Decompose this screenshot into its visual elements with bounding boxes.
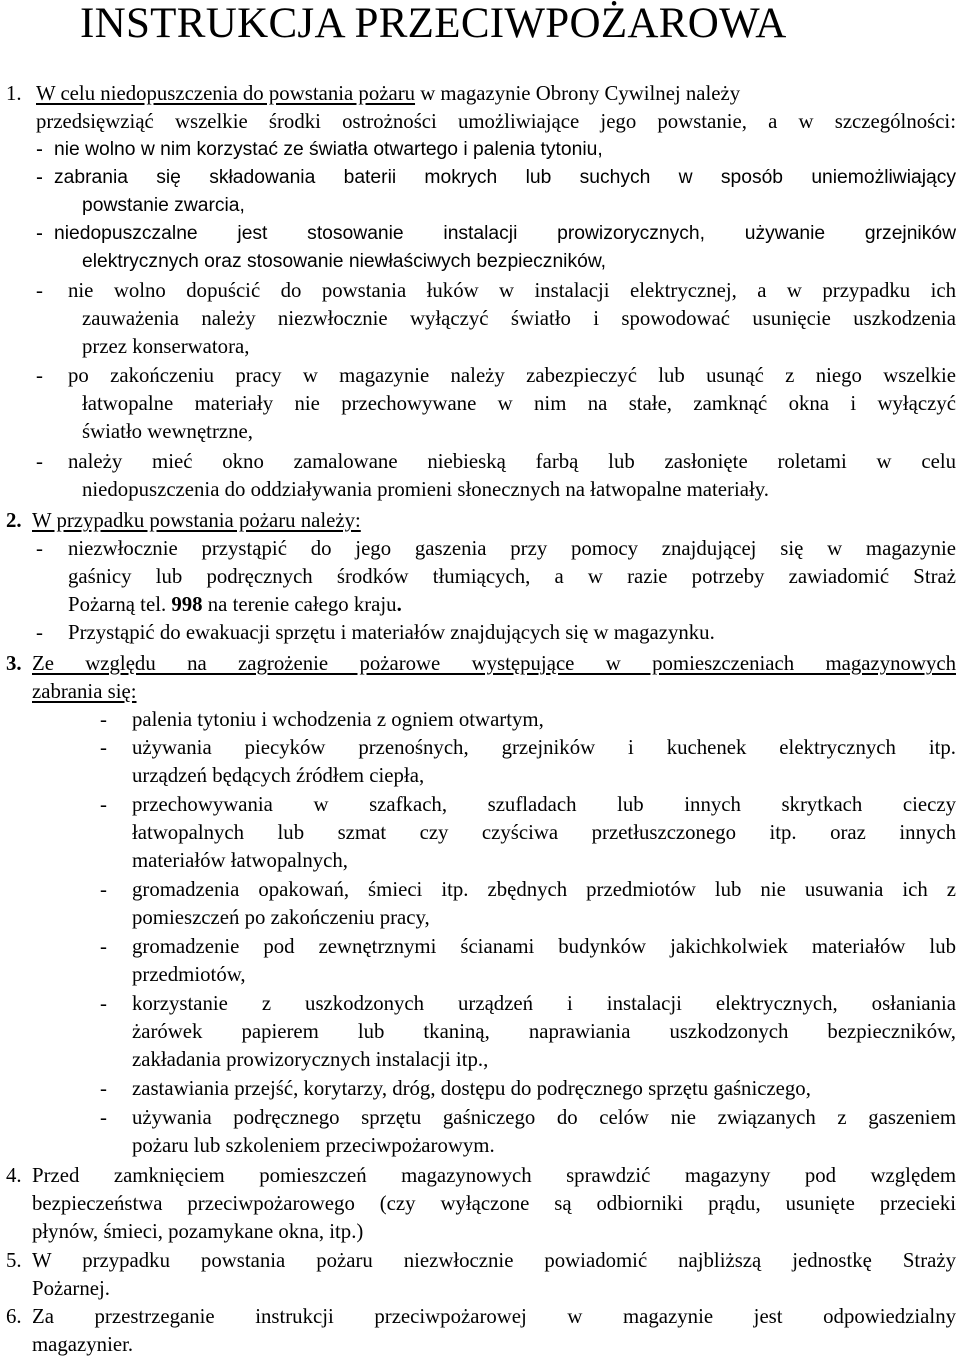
- section-2-heading: W przypadku powstania pożaru należy:: [32, 509, 361, 532]
- section-6-line: magazynier.: [32, 1333, 134, 1356]
- list-item-continuation: światło wewnętrzne,: [82, 420, 253, 443]
- list-item: należy mieć okno zamalowane niebieską farbą lub zasłonięte roletami w celu: [68, 450, 956, 473]
- list-item: Przystąpić do ewakuacji sprzętu i materiałów znajdujących się w magazynku.: [68, 621, 715, 644]
- section-1-intro-rest: w magazynie Obrony Cywilnej należy: [420, 82, 741, 105]
- section-3-heading: Ze względu na zagrożenie pożarowe występujące w pomieszczeniach magazynowych: [32, 652, 956, 675]
- list-item-continuation: przedmiotów,: [132, 963, 246, 986]
- section-1-intro-line-2: przedsięwziąć wszelkie środki ostrożności umożliwiające jego powstanie, a w szczególności:: [36, 110, 956, 133]
- section-1-heading: W celu niedopuszczenia do powstania pożaru: [36, 82, 416, 105]
- list-item-continuation: powstanie zwarcia,: [82, 195, 245, 216]
- list-dash: -: [36, 450, 43, 473]
- list-dash: -: [36, 138, 43, 161]
- list-dash: -: [36, 166, 43, 189]
- list-item-continuation: niedopuszczenia do oddziaływania promieni słonecznych na łatwopalne materiały.: [82, 478, 769, 501]
- list-dash: -: [100, 1106, 107, 1129]
- list-item-continuation: elektrycznych oraz stosowanie niewłaściwych bezpieczników,: [82, 251, 607, 272]
- list-item: używania podręcznego sprzętu gaśniczego do celów nie związanych z gaszeniem: [132, 1106, 956, 1129]
- list-dash: -: [36, 222, 43, 245]
- list-dash: -: [100, 1077, 107, 1100]
- list-item: gromadzenie pod zewnętrznymi ścianami budynków jakichkolwiek materiałów lub: [132, 935, 956, 958]
- list-item-continuation: zakładania prowizorycznych instalacji itp.,: [132, 1048, 489, 1071]
- list-item-continuation: przez konserwatora,: [82, 335, 250, 358]
- list-item-text: na terenie całego kraju: [202, 593, 397, 616]
- list-item: korzystanie z uszkodzonych urządzeń i instalacji elektrycznych, osłaniania: [132, 992, 956, 1015]
- list-dash: -: [36, 537, 43, 560]
- list-item-continuation: pomieszczeń po zakończeniu pracy,: [132, 906, 430, 929]
- list-item-continuation: pożaru lub szkoleniem przeciwpożarowym.: [132, 1134, 495, 1157]
- list-item-period: .: [396, 593, 402, 616]
- section-number: 6.: [6, 1305, 22, 1328]
- emergency-phone-number: 998: [171, 593, 203, 616]
- section-number: 1.: [6, 82, 22, 105]
- list-item: używania piecyków przenośnych, grzejników i kuchenek elektrycznych itp.: [132, 736, 956, 759]
- list-dash: -: [100, 793, 107, 816]
- list-dash: -: [36, 279, 43, 302]
- list-item-continuation: żarówek papierem lub tkaniną, naprawiania uszkodzonych bezpieczników,: [132, 1020, 956, 1043]
- section-3-heading-cont: zabrania się:: [32, 680, 137, 703]
- list-dash: -: [100, 708, 107, 731]
- section-number: 5.: [6, 1249, 22, 1272]
- section-number: 2.: [6, 509, 22, 532]
- list-item-continuation: łatwopalne materiały nie przechowywane w nim na stałe, zamknąć okna i wyłączyć: [82, 392, 956, 415]
- section-number: 4.: [6, 1164, 22, 1187]
- list-dash: -: [100, 992, 107, 1015]
- list-dash: -: [100, 935, 107, 958]
- list-dash: -: [100, 736, 107, 759]
- list-dash: -: [36, 364, 43, 387]
- section-5-line: Pożarnej.: [32, 1277, 110, 1300]
- list-item: nie wolno dopuścić do powstania łuków w instalacji elektrycznej, a w przypadku ich: [68, 279, 956, 302]
- section-4-line: płynów, śmieci, pozamykane okna, itp.): [32, 1220, 364, 1243]
- list-dash: -: [36, 621, 43, 644]
- list-item: zastawiania przejść, korytarzy, dróg, dostępu do podręcznego sprzętu gaśniczego,: [132, 1077, 811, 1100]
- list-dash: -: [100, 878, 107, 901]
- list-item: niezwłocznie przystąpić do jego gaszenia przy pomocy znajdującej się w magazynie: [68, 537, 956, 560]
- list-item: nie wolno w nim korzystać ze światła otwartego i palenia tytoniu,: [54, 139, 603, 160]
- section-5-line: W przypadku powstania pożaru niezwłocznie powiadomić najbliższą jednostkę Straży: [32, 1249, 956, 1272]
- list-item-continuation: [68, 591, 402, 619]
- list-item: przechowywania w szafkach, szufladach lub innych skrytkach cieczy: [132, 793, 956, 816]
- section-1-intro-line: [36, 80, 956, 108]
- section-number: 3.: [6, 652, 22, 675]
- section-4-line: bezpieczeństwa przeciwpożarowego (czy wyłączone są odbiorniki prądu, usunięte przecieki: [32, 1192, 956, 1215]
- section-6-line: Za przestrzeganie instrukcji przeciwpożarowej w magazynie jest odpowiedzialny: [32, 1305, 956, 1328]
- list-item-continuation: urządzeń będących źródłem ciepła,: [132, 764, 425, 787]
- list-item-continuation: łatwopalnych lub szmat czy czyściwa przetłuszczonego itp. oraz innych: [132, 821, 956, 844]
- list-item: gromadzenia opakowań, śmieci itp. zbędnych przedmiotów lub nie usuwania ich z: [132, 878, 956, 901]
- section-4-line: Przed zamknięciem pomieszczeń magazynowych sprawdzić magazyny pod względem: [32, 1164, 956, 1187]
- list-item: po zakończeniu pracy w magazynie należy zabezpieczyć lub usunąć z niego wszelkie: [68, 364, 956, 387]
- list-item-text: Pożarną tel.: [68, 593, 172, 616]
- list-item: zabrania się składowania baterii mokrych lub suchych w sposób uniemożliwiający: [54, 167, 956, 188]
- document-title: INSTRUKCJA PRZECIWPOŻAROWA: [80, 0, 787, 47]
- list-item-continuation: gaśnicy lub podręcznych środków tłumiących, a w razie potrzeby zawiadomić Straż: [68, 565, 956, 588]
- list-item-continuation: zauważenia należy niezwłocznie wyłączyć światło i spowodować usunięcie uszkodzenia: [82, 307, 956, 330]
- list-item-continuation: materiałów łatwopalnych,: [132, 849, 348, 872]
- list-item: palenia tytoniu i wchodzenia z ogniem otwartym,: [132, 708, 544, 731]
- list-item: niedopuszczalne jest stosowanie instalacji prowizorycznych, używanie grzejników: [54, 223, 956, 244]
